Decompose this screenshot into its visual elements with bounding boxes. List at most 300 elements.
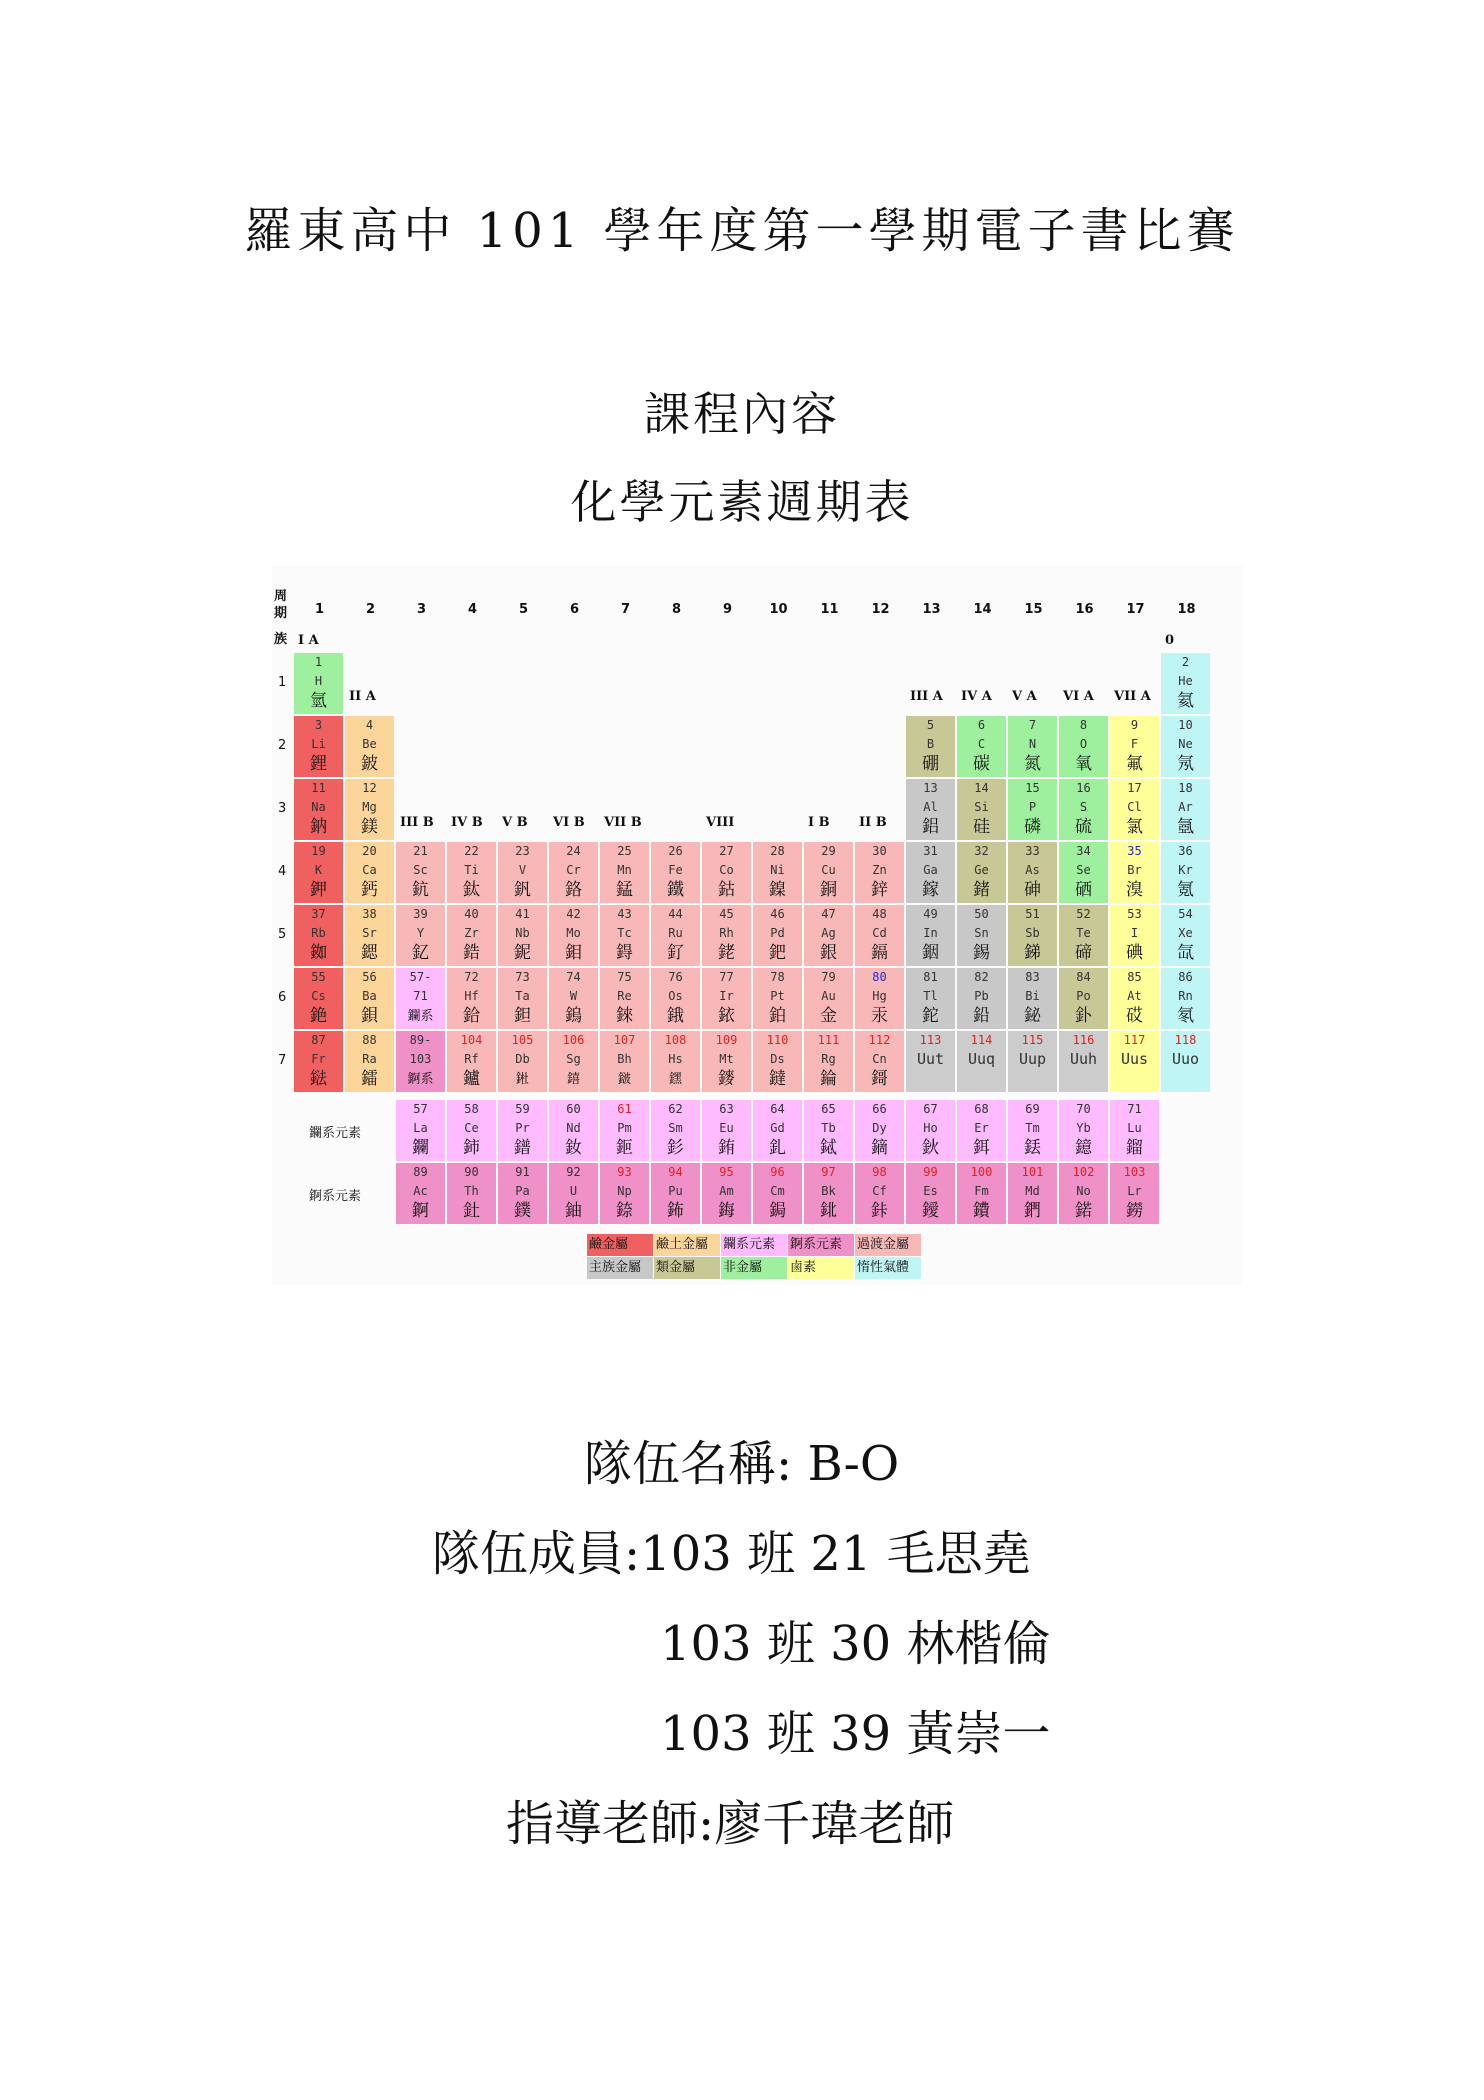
element-chinese-name: 𨭆	[668, 1072, 682, 1087]
element-cell	[651, 842, 700, 903]
column-number: 17	[1126, 602, 1145, 617]
atomic-number: 75	[617, 970, 632, 984]
element-symbol: Ga	[923, 863, 938, 877]
element-cell	[1059, 968, 1108, 1029]
element-cell	[702, 842, 751, 903]
element-symbol: Bh	[617, 1052, 632, 1066]
element-chinese-name: 硅	[973, 817, 990, 837]
element-cell	[396, 842, 445, 903]
atomic-number: 84	[1076, 970, 1091, 984]
period-axis-label: 期	[274, 606, 288, 621]
actinide-cell	[702, 1163, 751, 1224]
element-chinese-name: 鈹	[361, 754, 378, 774]
actinide-cell	[498, 1163, 547, 1224]
atomic-number: 24	[566, 844, 581, 858]
element-chinese-name: 鋨	[667, 1006, 684, 1026]
atomic-number: 34	[1076, 844, 1091, 858]
legend-item: 過渡金屬	[855, 1234, 921, 1256]
atomic-number: 27	[719, 844, 734, 858]
element-cell	[549, 968, 598, 1029]
element-chinese-name: 鎦	[1126, 1138, 1143, 1158]
element-cell	[447, 842, 496, 903]
element-symbol: Sn	[974, 926, 989, 940]
element-cell	[1059, 842, 1108, 903]
element-cell	[396, 968, 445, 1029]
element-symbol: Se	[1076, 863, 1091, 877]
atomic-number: 67	[923, 1102, 938, 1116]
actinide-cell	[753, 1163, 802, 1224]
element-chinese-name: 銫	[310, 1006, 327, 1026]
legend-item: 鹼金屬	[587, 1234, 653, 1256]
atomic-number: 48	[872, 907, 887, 921]
element-chinese-name: 鉀	[310, 880, 327, 900]
element-chinese-name: 鈉	[310, 817, 327, 837]
element-chinese-name: 釹	[565, 1138, 582, 1158]
atomic-number: 37	[311, 907, 326, 921]
element-symbol: As	[1025, 863, 1040, 877]
element-cell	[1161, 842, 1210, 903]
atomic-number: 95	[719, 1165, 734, 1179]
element-symbol: Bi	[1025, 989, 1040, 1003]
atomic-number: 78	[770, 970, 785, 984]
atomic-number: 102	[1072, 1165, 1095, 1179]
element-symbol: Hf	[464, 989, 479, 1003]
element-chinese-name: 鐵	[667, 880, 684, 900]
atomic-number: 89-	[409, 1033, 432, 1047]
column-number: 1	[314, 602, 325, 617]
element-symbol: W	[569, 989, 578, 1003]
atomic-number: 20	[362, 844, 377, 858]
element-symbol: Ge	[974, 863, 989, 877]
element-symbol: Ar	[1178, 800, 1193, 814]
element-chinese-name: 釓	[769, 1138, 786, 1158]
lanthanide-cell	[753, 1100, 802, 1161]
atomic-number: 111	[817, 1033, 840, 1047]
element-chinese-name: 鉿	[463, 1006, 480, 1026]
element-cell	[855, 968, 904, 1029]
element-symbol: I	[1130, 926, 1139, 940]
element-symbol: Ce	[464, 1121, 479, 1135]
atomic-number: 16	[1076, 781, 1091, 795]
atomic-number: 89	[413, 1165, 428, 1179]
atomic-number: 23	[515, 844, 530, 858]
element-symbol: Y	[416, 926, 425, 940]
atomic-number: 99	[923, 1165, 938, 1179]
element-symbol: Tb	[821, 1121, 836, 1135]
element-chinese-name: 鍶	[361, 943, 378, 963]
element-symbol: Ag	[821, 926, 836, 940]
element-symbol: P	[1028, 800, 1037, 814]
element-chinese-name: 氫	[310, 691, 327, 711]
atomic-number: 94	[668, 1165, 683, 1179]
atomic-number: 61	[617, 1102, 632, 1116]
actinide-cell	[957, 1163, 1006, 1224]
element-symbol: Mo	[566, 926, 581, 940]
element-cell	[957, 842, 1006, 903]
element-chinese-name: 鑭	[412, 1138, 429, 1158]
element-chinese-name: 鍆	[1024, 1201, 1041, 1221]
column-number: 2	[365, 602, 376, 617]
lanthanide-cell	[447, 1100, 496, 1161]
element-cell	[651, 905, 700, 966]
column-number: 13	[922, 602, 941, 617]
element-chinese-name: 鈮	[514, 943, 531, 963]
element-symbol: Ta	[515, 989, 530, 1003]
element-chinese-name: 鋯	[463, 943, 480, 963]
atomic-number: 73	[515, 970, 530, 984]
element-symbol: Er	[974, 1121, 989, 1135]
atomic-number: 45	[719, 907, 734, 921]
element-symbol: Cd	[872, 926, 887, 940]
actinide-cell	[1110, 1163, 1159, 1224]
element-cell	[345, 842, 394, 903]
legend-item: 鹵素	[788, 1257, 854, 1279]
element-chinese-name: 錳	[616, 880, 633, 900]
actinide-cell	[651, 1163, 700, 1224]
atomic-number: 42	[566, 907, 581, 921]
column-number: 16	[1075, 602, 1094, 617]
element-chinese-name: 氖	[1177, 754, 1194, 774]
atomic-number: 36	[1178, 844, 1193, 858]
periodic-table	[272, 565, 1242, 1285]
element-symbol: Ba	[362, 989, 377, 1003]
element-chinese-name: 鐳	[361, 1069, 378, 1089]
group-header: VI A	[1063, 688, 1094, 704]
element-symbol: O	[1079, 737, 1088, 751]
atomic-number: 22	[464, 844, 479, 858]
element-chinese-name: 鎵	[922, 880, 939, 900]
element-symbol: Sm	[668, 1121, 683, 1135]
element-symbol: 103	[409, 1052, 432, 1066]
atomic-number: 17	[1127, 781, 1142, 795]
column-number: 18	[1177, 602, 1196, 617]
element-cell	[906, 905, 955, 966]
element-symbol: Th	[464, 1184, 479, 1198]
element-chinese-name: 氟	[1126, 754, 1143, 774]
element-chinese-name: 鍺	[973, 880, 990, 900]
element-chinese-name: 鋱	[820, 1138, 837, 1158]
atomic-number: 80	[872, 970, 887, 984]
element-symbol: Nb	[515, 926, 530, 940]
element-cell	[804, 1031, 853, 1092]
atomic-number: 15	[1025, 781, 1040, 795]
element-cell	[651, 968, 700, 1029]
element-cell	[345, 716, 394, 777]
row-number: 2	[278, 738, 287, 753]
lanthanide-cell	[549, 1100, 598, 1161]
element-chinese-name: 鉬	[565, 943, 582, 963]
actinide-cell	[855, 1163, 904, 1224]
atomic-number: 28	[770, 844, 785, 858]
element-symbol: Zr	[464, 926, 479, 940]
element-cell	[447, 1031, 496, 1092]
actinide-series-label: 錒系元素	[309, 1189, 362, 1204]
element-chinese-name: 鐿	[1075, 1138, 1092, 1158]
element-chinese-name: 氙	[1177, 943, 1194, 963]
element-symbol: Tm	[1025, 1121, 1040, 1135]
element-chinese-name: 鈰	[463, 1138, 480, 1158]
element-chinese-name: 硫	[1075, 817, 1092, 837]
element-cell	[447, 968, 496, 1029]
group-header: VII B	[604, 814, 642, 830]
atomic-number: 49	[923, 907, 938, 921]
atomic-number: 3	[314, 718, 323, 732]
element-symbol: Hg	[872, 989, 887, 1003]
lanthanide-cell	[1059, 1100, 1108, 1161]
element-chinese-name: 鋅	[871, 880, 888, 900]
element-cell	[1161, 1031, 1210, 1092]
element-cell	[855, 905, 904, 966]
lanthanide-cell	[498, 1100, 547, 1161]
element-cell	[294, 779, 343, 840]
column-number: 8	[671, 602, 682, 617]
element-chinese-name: 碳	[973, 754, 990, 774]
element-chinese-name: 鐠	[514, 1138, 531, 1158]
element-cell	[600, 1031, 649, 1092]
element-symbol: Pm	[617, 1121, 632, 1135]
atomic-number: 5	[926, 718, 935, 732]
atomic-number: 53	[1127, 907, 1142, 921]
atomic-number: 91	[515, 1165, 530, 1179]
group-header: VIII	[706, 814, 735, 830]
element-cell	[651, 1031, 700, 1092]
element-cell	[396, 905, 445, 966]
atomic-number: 86	[1178, 970, 1193, 984]
element-symbol: Ir	[719, 989, 734, 1003]
element-chinese-name: 氬	[1177, 817, 1194, 837]
element-chinese-name: 銩	[1024, 1138, 1041, 1158]
element-symbol: Si	[974, 800, 989, 814]
atomic-number: 44	[668, 907, 683, 921]
element-symbol: Fm	[974, 1184, 989, 1198]
atomic-number: 59	[515, 1102, 530, 1116]
element-symbol: N	[1028, 737, 1037, 751]
element-cell	[906, 968, 955, 1029]
element-cell	[957, 1031, 1006, 1092]
course-name: 化學元素週期表	[570, 475, 914, 529]
element-chinese-name: 鉺	[973, 1138, 990, 1158]
atomic-number: 104	[460, 1033, 483, 1047]
element-chinese-name: 鉻	[565, 880, 582, 900]
atomic-number: 30	[872, 844, 887, 858]
element-cell	[1161, 968, 1210, 1029]
column-number: 14	[973, 602, 992, 617]
element-cell	[957, 716, 1006, 777]
element-cell	[753, 968, 802, 1029]
atomic-number: 26	[668, 844, 683, 858]
atomic-number: 56	[362, 970, 377, 984]
atomic-number: 68	[974, 1102, 989, 1116]
lanthanide-cell	[1008, 1100, 1057, 1161]
element-chinese-name: 鑀	[922, 1201, 939, 1221]
element-chinese-name: 碲	[1075, 943, 1092, 963]
lanthanide-cell	[396, 1100, 445, 1161]
element-chinese-name: 鉳	[820, 1201, 837, 1221]
element-symbol: Br	[1127, 863, 1142, 877]
actinide-cell	[549, 1163, 598, 1224]
element-symbol: Lu	[1127, 1121, 1142, 1135]
element-chinese-name: 銣	[310, 943, 327, 963]
atomic-number: 52	[1076, 907, 1091, 921]
element-symbol: Pd	[770, 926, 785, 940]
element-symbol: Au	[821, 989, 836, 1003]
group-axis-label: 族	[274, 632, 288, 647]
atomic-number: 55	[311, 970, 326, 984]
element-chinese-name: 𨨏	[617, 1072, 631, 1087]
element-cell	[906, 716, 955, 777]
element-symbol: Ho	[923, 1121, 938, 1135]
atomic-number: 97	[821, 1165, 836, 1179]
lanthanide-cell	[1110, 1100, 1159, 1161]
atomic-number: 72	[464, 970, 479, 984]
element-cell	[804, 968, 853, 1029]
element-symbol: 71	[413, 989, 428, 1003]
element-chinese-name: 汞	[871, 1006, 888, 1026]
element-chinese-name: 釙	[1075, 1006, 1092, 1026]
column-number: 9	[722, 602, 733, 617]
element-chinese-name: 鉲	[871, 1201, 888, 1221]
element-symbol: Cm	[770, 1184, 785, 1198]
legend-item: 主族金屬	[587, 1257, 653, 1279]
element-symbol: Cr	[566, 863, 581, 877]
element-symbol: Pt	[770, 989, 785, 1003]
element-cell	[294, 716, 343, 777]
element-cell	[345, 905, 394, 966]
element-cell	[1161, 905, 1210, 966]
team-name	[584, 1425, 899, 1494]
atomic-number: 90	[464, 1165, 479, 1179]
element-symbol: Rn	[1178, 989, 1193, 1003]
lanthanide-series-label: 鑭系元素	[309, 1126, 362, 1141]
element-cell	[294, 842, 343, 903]
atomic-number: 92	[566, 1165, 581, 1179]
element-symbol: S	[1079, 800, 1088, 814]
element-symbol: Na	[311, 800, 326, 814]
element-cell	[804, 905, 853, 966]
team-members-label: 隊伍成員:	[432, 1526, 641, 1582]
element-symbol: Fr	[311, 1052, 326, 1066]
element-chinese-name: 鎶	[871, 1069, 888, 1089]
element-symbol: Sc	[413, 863, 428, 877]
element-chinese-name: 錫	[973, 943, 990, 963]
element-chinese-name: 銦	[922, 943, 939, 963]
element-cell	[957, 905, 1006, 966]
team-name-value: B-O	[807, 1436, 900, 1492]
element-symbol: Ni	[770, 863, 785, 877]
element-chinese-name: 䥑	[718, 1069, 735, 1089]
element-symbol: Te	[1076, 926, 1091, 940]
element-chinese-name: 𨧀	[515, 1072, 529, 1087]
element-cell	[345, 968, 394, 1029]
element-symbol: Pu	[668, 1184, 683, 1198]
actinide-cell	[906, 1163, 955, 1224]
element-symbol: He	[1178, 674, 1193, 688]
group-header: IV A	[961, 688, 992, 704]
element-cell	[1110, 968, 1159, 1029]
atomic-number: 117	[1123, 1033, 1146, 1047]
element-symbol: Kr	[1178, 863, 1193, 877]
row-number: 5	[278, 927, 287, 942]
atomic-number: 33	[1025, 844, 1040, 858]
atomic-number: 4	[365, 718, 374, 732]
element-symbol: Ac	[413, 1184, 428, 1198]
atomic-number: 9	[1130, 718, 1139, 732]
element-chinese-name: 硼	[922, 754, 939, 774]
team-member: 103 班 39 黃崇一	[660, 1706, 1051, 1762]
element-cell	[1059, 716, 1108, 777]
element-symbol: Md	[1025, 1184, 1040, 1198]
atomic-number: 1	[314, 655, 323, 669]
atomic-number: 112	[868, 1033, 891, 1047]
element-symbol: Sr	[362, 926, 377, 940]
atomic-number: 100	[970, 1165, 993, 1179]
atomic-number: 11	[311, 781, 326, 795]
element-symbol: La	[413, 1121, 428, 1135]
element-cell	[447, 905, 496, 966]
element-chinese-name: 鈷	[718, 880, 735, 900]
element-symbol: Ca	[362, 863, 377, 877]
element-cell	[1008, 968, 1057, 1029]
element-cell	[294, 653, 343, 714]
advisor-label: 指導老師:	[506, 1796, 715, 1852]
element-symbol: Rb	[311, 926, 326, 940]
atomic-number: 64	[770, 1102, 785, 1116]
element-chinese-name: 鉛	[973, 1006, 990, 1026]
atomic-number: 60	[566, 1102, 581, 1116]
element-cell	[345, 779, 394, 840]
element-symbol: Xe	[1178, 926, 1193, 940]
atomic-number: 46	[770, 907, 785, 921]
element-cell	[294, 905, 343, 966]
element-symbol: Cf	[872, 1184, 887, 1198]
atomic-number: 96	[770, 1165, 785, 1179]
element-symbol: Os	[668, 989, 683, 1003]
element-chinese-name: 鍀	[616, 943, 633, 963]
atomic-number: 57-	[409, 970, 432, 984]
row-number: 4	[278, 864, 287, 879]
element-chinese-name: 砷	[1024, 880, 1041, 900]
lanthanide-cell	[957, 1100, 1006, 1161]
atomic-number: 35	[1127, 844, 1142, 858]
element-cell	[1059, 1031, 1108, 1092]
atomic-number: 63	[719, 1102, 734, 1116]
atomic-number: 98	[872, 1165, 887, 1179]
column-number: 10	[769, 602, 788, 617]
element-symbol: Al	[923, 800, 938, 814]
element-chinese-name: 銅	[820, 880, 837, 900]
element-chinese-name: 釤	[667, 1138, 684, 1158]
column-number: 15	[1024, 602, 1043, 617]
atomic-number: 10	[1178, 718, 1193, 732]
element-symbol: Po	[1076, 989, 1091, 1003]
element-chinese-name: 碘	[1126, 943, 1143, 963]
atomic-number: 51	[1025, 907, 1040, 921]
element-cell	[804, 842, 853, 903]
element-symbol: Cu	[821, 863, 836, 877]
element-symbol: Uuo	[1171, 1050, 1200, 1068]
atomic-number: 85	[1127, 970, 1142, 984]
element-cell	[549, 905, 598, 966]
element-symbol: Be	[362, 737, 377, 751]
element-symbol: Nd	[566, 1121, 581, 1135]
element-chinese-name: 錸	[616, 1006, 633, 1026]
element-symbol: Pa	[515, 1184, 530, 1198]
element-symbol: Fe	[668, 863, 683, 877]
element-chinese-name: 鎢	[565, 1006, 582, 1026]
element-symbol: Re	[617, 989, 632, 1003]
element-symbol: Cl	[1127, 800, 1142, 814]
element-chinese-name: 銀	[820, 943, 837, 963]
